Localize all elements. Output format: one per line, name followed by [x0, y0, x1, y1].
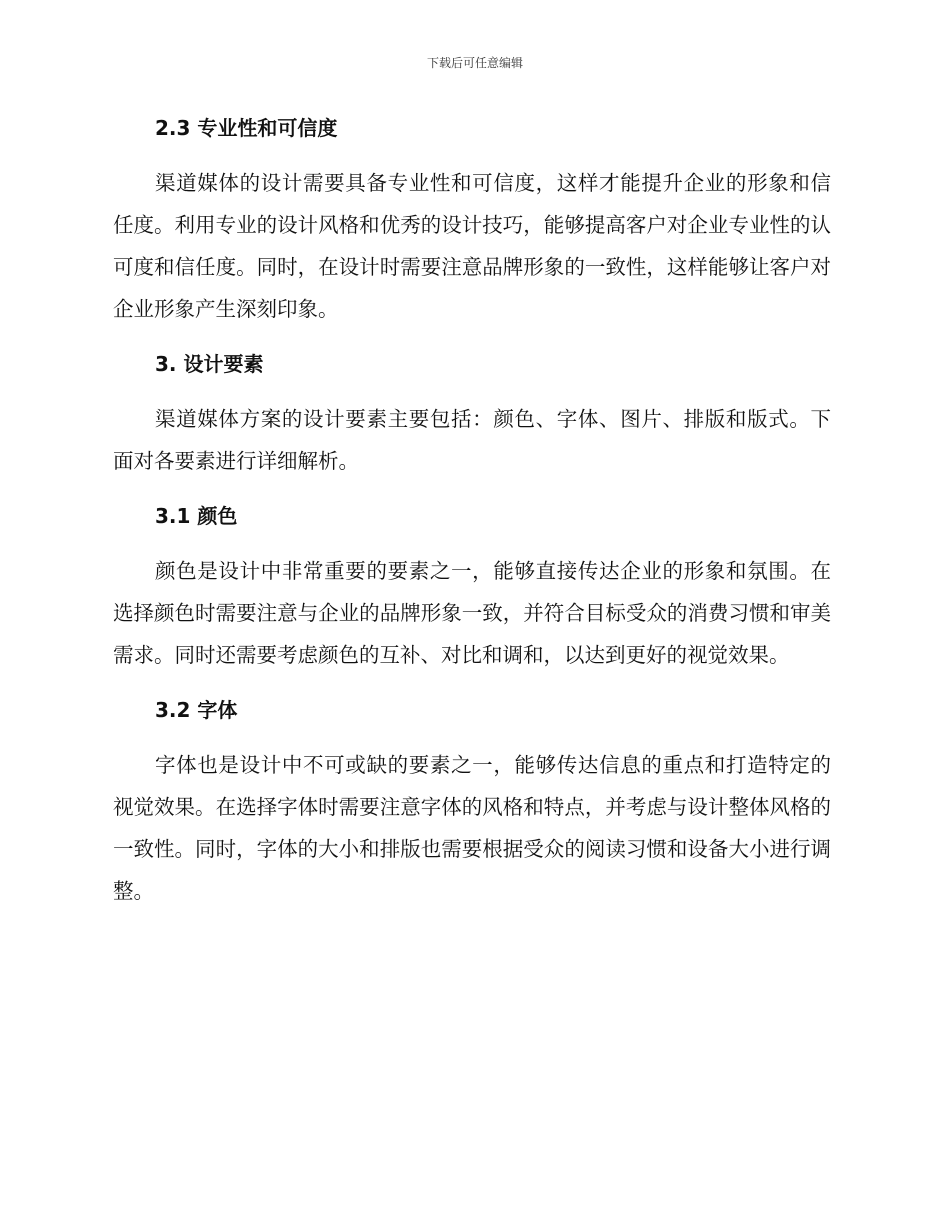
paragraph-3-1: 颜色是设计中非常重要的要素之一，能够直接传达企业的形象和氛围。在选择颜色时需要注意与企业的品牌形象一致，并符合目标受众的消费习惯和审美需求。同时还需要考虑颜色的互补、对比和调和，以达到更好的视觉效果。 — [113, 559, 831, 667]
document-body — [113, 108, 831, 912]
paragraph-3-2: 字体也是设计中不可或缺的要素之一，能够传达信息的重点和打造特定的视觉效果。在选择字体时需要注意字体的风格和特点，并考虑与设计整体风格的一致性。同时，字体的大小和排版也需要根据受众的阅读习惯和设备大小进行调整。 — [113, 753, 831, 903]
section-heading-2-3: 2.3 专业性和可信度 — [155, 116, 338, 140]
paragraph-3: 渠道媒体方案的设计要素主要包括：颜色、字体、图片、排版和版式。下面对各要素进行详细解析。 — [113, 407, 831, 473]
page-header: 下载后可任意编辑 — [426, 56, 523, 70]
section-heading-3-1: 3.1 颜色 — [155, 504, 238, 528]
section-heading-3: 3. 设计要素 — [155, 352, 264, 376]
section-heading-3-2: 3.2 字体 — [155, 698, 238, 722]
paragraph-2-3: 渠道媒体的设计需要具备专业性和可信度，这样才能提升企业的形象和信任度。利用专业的设计风格和优秀的设计技巧，能够提高客户对企业专业性的认可度和信任度。同时，在设计时需要注意品牌形象的一致性，这样能够让客户对企业形象产生深刻印象。 — [113, 171, 831, 321]
